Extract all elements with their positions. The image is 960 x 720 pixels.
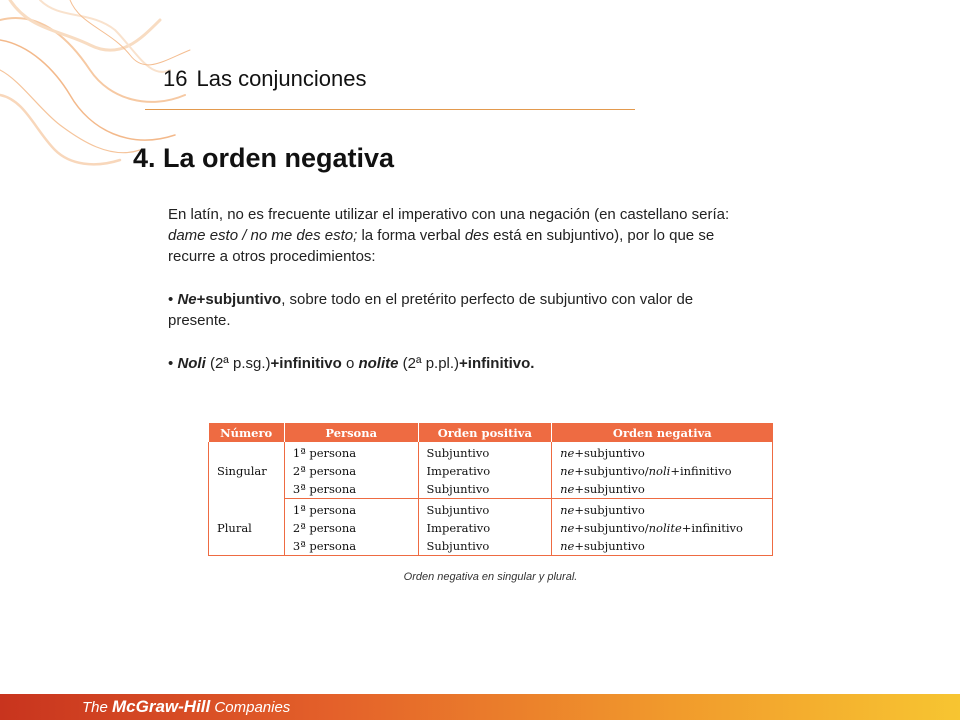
header-rule bbox=[145, 109, 635, 110]
publisher-logo: The McGraw-Hill Companies bbox=[82, 697, 291, 716]
header-orden-negativa: Orden negativa bbox=[552, 423, 773, 442]
intro-paragraph: En latín, no es frecuente utilizar el imperativo con una negación (en castellano sería: dame esto / no me des esto; la forma verbal des está en subjuntivo), por lo que se recurre a otros procedimientos: bbox=[168, 206, 730, 265]
intro-example: dame esto / no me des esto; bbox=[168, 227, 358, 244]
orden-negativa-table bbox=[208, 423, 773, 556]
intro-des: des bbox=[464, 227, 490, 244]
table-header-row bbox=[209, 423, 773, 442]
table-caption: Orden negativa en singular y plural. bbox=[403, 571, 578, 583]
chapter-title: Las conjunciones bbox=[196, 66, 367, 91]
table-row: Singular 1ª persona Subjuntivo ne+subjuntivo bbox=[209, 442, 773, 462]
table-row: 2ª persona Imperativo ne+subjuntivo/nolite+infinitivo bbox=[209, 519, 773, 537]
table-row: Plural 1ª persona Subjuntivo ne+subjuntivo bbox=[209, 499, 773, 520]
header-numero: Número bbox=[209, 423, 285, 442]
header-orden-positiva: Orden positiva bbox=[418, 423, 552, 442]
numero-singular: Singular bbox=[209, 442, 285, 499]
chapter-number: 16 bbox=[163, 66, 188, 91]
chapter-heading bbox=[163, 66, 367, 92]
bullet-ne-subjuntivo: • Ne+subjuntivo, sobre todo en el pretérito perfecto de subjuntivo con valor de presente. bbox=[168, 291, 694, 329]
body-text bbox=[168, 204, 738, 374]
footer-bar bbox=[0, 694, 960, 720]
table-row: 3ª persona Subjuntivo ne+subjuntivo bbox=[209, 537, 773, 556]
header-persona: Persona bbox=[284, 423, 418, 442]
section-title: 4. La orden negativa bbox=[133, 143, 395, 173]
numero-plural: Plural bbox=[209, 499, 285, 556]
table-row: 3ª persona Subjuntivo ne+subjuntivo bbox=[209, 480, 773, 499]
table-row: 2ª persona Imperativo ne+subjuntivo/noli+infinitivo bbox=[209, 462, 773, 480]
bullet-noli-infinitivo: • Noli (2ª p.sg.)+infinitivo o nolite (2ª p.pl.)+infinitivo. bbox=[168, 355, 535, 372]
